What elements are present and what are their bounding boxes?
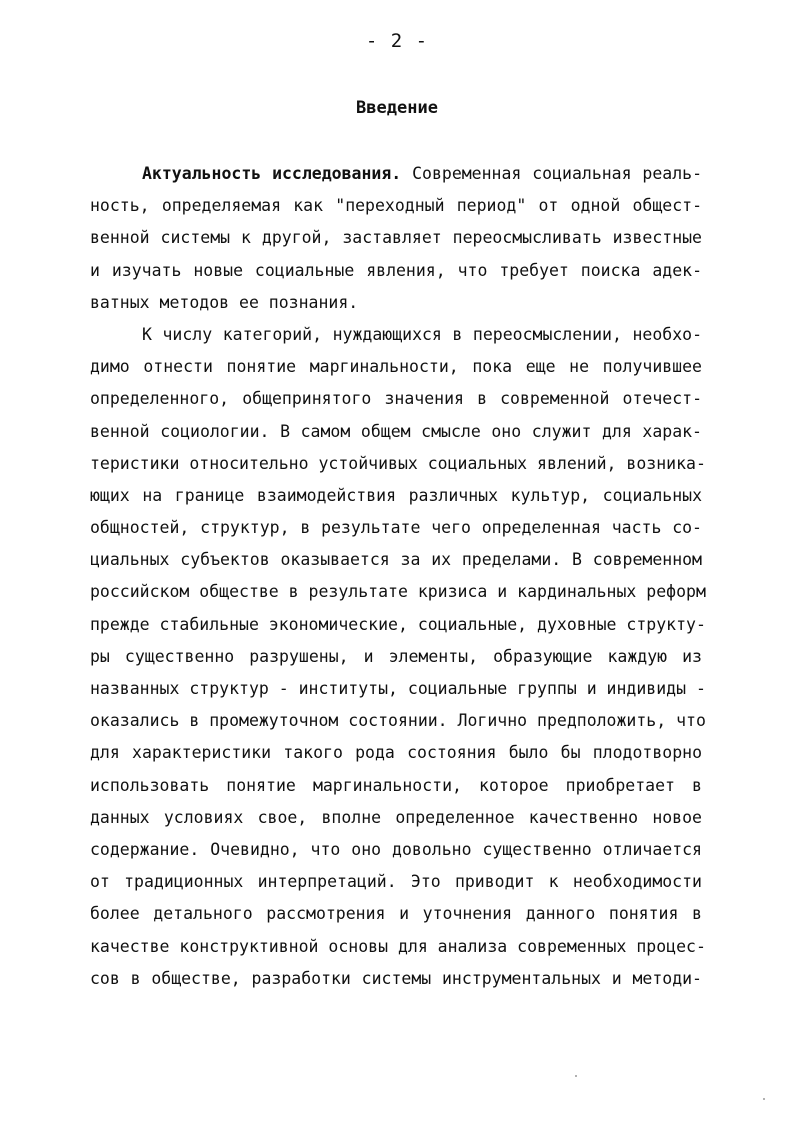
text-line: от традиционных интерпретаций. Это приводит к необходимости <box>90 872 702 892</box>
section-heading: Введение <box>356 98 438 118</box>
page-number: - 2 - <box>365 30 429 52</box>
text-line: использовать понятие маргинальности, которое приобретает в <box>90 775 702 795</box>
text-line: прежде стабильные экономические, социальные, духовные структу- <box>90 614 706 634</box>
text-line: содержание. Очевидно, что оно довольно существенно отличается <box>90 839 702 859</box>
text-line: К числу категорий, нуждающихся в переосмыслении, необхо- <box>142 324 702 344</box>
text-line: ватных методов ее познания. <box>90 292 359 312</box>
text-line: названных структур - институты, социальные группы и индивиды - <box>90 679 706 698</box>
text-line: ющих на границе взаимодействия различных культур, социальных <box>90 485 702 505</box>
text-line: более детального рассмотрения и уточнения данного понятия в <box>90 904 702 924</box>
text-line: российском обществе в результате кризиса и кардинальных реформ <box>90 582 706 602</box>
text-line: ность, определяемая как "переходный период" от одной общест- <box>90 196 702 216</box>
text-line: венной социологии. В самом общем смысле оно служит для харак- <box>90 421 702 441</box>
text-line: сов в обществе, разработки системы инструментальных и методи- <box>90 968 702 988</box>
text-line: ры существенно разрушены, и элементы, образующие каждую из <box>90 646 702 666</box>
text-line: циальных субъектов оказывается за их пределами. В современном <box>90 550 702 570</box>
paragraph-lead: Актуальность исследования. <box>142 164 402 183</box>
text-line: общностей, структур, в результате чего определенная часть со- <box>90 518 702 538</box>
text-line: венной системы к другой, заставляет переосмысливать известные <box>90 228 702 248</box>
scan-speck <box>575 1075 577 1077</box>
text-line: определенного, общепринятого значения в современной отечест- <box>90 389 702 409</box>
body-text <box>90 158 706 995</box>
text-line: для характеристики такого рода состояния было бы плодотворно <box>90 743 702 763</box>
text-line: качестве конструктивной основы для анализа современных процес- <box>90 936 706 956</box>
text-line: димо отнести понятие маргинальности, пока еще не получившее <box>90 357 702 377</box>
text-line: теристики относительно устойчивых социальных явлений, возника- <box>90 453 706 473</box>
text-line: и изучать новые социальные явления, что требует поиска адек- <box>90 260 702 280</box>
text-line: данных условиях свое, вполне определенное качественно новое <box>90 807 702 827</box>
text-line: оказались в промежуточном состоянии. Логично предположить, что <box>90 711 706 731</box>
text-line <box>90 158 702 190</box>
line-text: Современная социальная реаль- <box>401 164 703 183</box>
scan-speck <box>763 1098 765 1100</box>
